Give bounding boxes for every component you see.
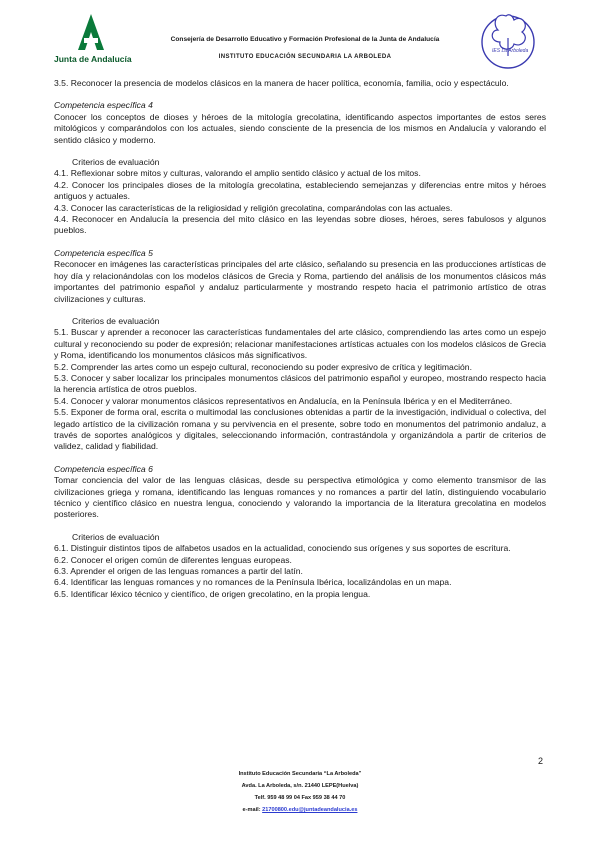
competencia-description: Tomar conciencia del valor de las lenguas clásicas, desde su perspectiva etimológica y como elemento transmisor de las civilizaciones griega y romana, identificando las lenguas romances y no romances a partir del latín, distinguiendo vocabulario técnico y científico clásico en nuestra lengua, conociendo y valorando la importancia de la literatura grecolatina en modelos posteriores. (54, 475, 546, 520)
competencia-title: Competencia específica 5 (54, 247, 153, 258)
criterion-item: 4.3. Conocer las características de la religiosidad y religión grecolatina, comparándolas con las actuales. (54, 202, 453, 213)
document-body (54, 78, 546, 600)
footer-school-name: Instituto Educación Secundaria “La Arboleda” (238, 771, 362, 777)
criterion-item: 5.3. Conocer y saber localizar los principales monumentos clásicos del patrimonio español y europeo, mostrando respecto hacia la herencia artística de otros pueblos. (54, 372, 546, 395)
header-consejeria: Consejería de Desarrollo Educativo y Formación Profesional de la Junta de Andalucía (170, 36, 440, 43)
school-seal-text: IES La Arboleda (492, 48, 529, 54)
footer-email-link[interactable]: 21700800.edu@juntadeandalucia.es (262, 807, 358, 813)
criterion-item: 4.1. Reflexionar sobre mitos y culturas, valorando el amplio sentido clásico y actual de los mitos. (54, 168, 421, 179)
footer-phone: Telf. 959 48 99 04 Fax 959 38 44 70 (254, 795, 346, 801)
criterion-item: 6.2. Conocer el origen común de diferentes lenguas europeas. (54, 554, 292, 565)
competencia-5 (54, 248, 546, 453)
competencia-description: Reconocer en imágenes las características principales del arte clásico, señalando su presencia en las producciones artísticas de hoy día y relacionándolas con los modelos clásicos de Grecia y Roma, partiendo del análisis de los monumentos clásicos más importantes del patrimonio español y andaluz particularmente y mostrando respeto hacia el patrimonio artístico de otras civilizaciones y culturas. (54, 259, 546, 304)
footer-address: Avda. La Arboleda, s/n. 21440 LEPE(Huelva) (241, 783, 359, 789)
criterion-item: 6.5. Identificar léxico técnico y científico, de origen grecolatino, en la propia lengua. (54, 588, 371, 599)
criterios-title: Criterios de evaluación (72, 315, 160, 326)
page-header (0, 0, 600, 78)
page-number: 2 (538, 756, 544, 766)
footer-email-line (0, 804, 600, 816)
criterion-item: 5.5. Exponer de forma oral, escrita o multimodal las conclusiones obtenidas a partir de la investigación, individual o colectiva, del legado artístico de la civilización romana y su pervivencia en el presente, sobre todo en monumentos del patrimonio andaluz, a través de soportes analógicos y digitales, seleccionando información, contrastándola y organizándola a partir de criterios de validez, calidad y fiabilidad. (54, 407, 546, 452)
competencia-description: Conocer los conceptos de dioses y héroes de la mitología grecolatina, identificando aspectos importantes de estos seres mitológicos y comparándolos con los actuales, siendo consciente de la presencia de los mismos en Andalucía y valorando el sentido clásico y moderno. (54, 111, 546, 145)
competencia-title: Competencia específica 4 (54, 100, 153, 111)
criterion-item: 4.2. Conocer los principales dioses de la mitología grecolatina, estableciendo semejanzas y diferencias entre mitos y héroes antiguos y actuales. (54, 179, 546, 202)
criterios-title: Criterios de evaluación (72, 157, 160, 168)
school-seal-icon (478, 8, 542, 74)
criterion-item: 6.4. Identificar las lenguas romances y no romances de la Península Ibérica, localizándolas en un mapa. (54, 577, 452, 588)
page-footer (0, 768, 600, 816)
junta-andalucia-emblem-icon (76, 12, 106, 52)
criterion-item: 6.3. Aprender el origen de las lenguas romances a partir del latín. (54, 566, 303, 577)
criterion-item: 5.2. Comprender las artes como un espejo cultural, reconociendo su poder expresivo de crítica y legitimación. (54, 361, 472, 372)
criterion-item: 5.1. Buscar y aprender a reconocer las características fundamentales del arte clásico, comprendiendo las artes como un espejo cultural y reconociendo su poder de expresión; relacionar manifestaciones artísticas actuales con los modelos clásicos de Grecia y Roma, identificando los monumentos clásicos más significativos. (54, 327, 546, 361)
criterion-item: 4.4. Reconocer en Andalucía la presencia del mito clásico en las leyendas sobre dioses, héroes, seres fabulosos y algunos pueblos. (54, 214, 546, 236)
competencia-4 (54, 100, 546, 236)
criterios-title: Criterios de evaluación (72, 531, 160, 542)
criterion-item: 6.1. Distinguir distintos tipos de alfabetos usados en la actualidad, conociendo sus orígenes y sus soportes de escritura. (54, 543, 511, 554)
competencia-6 (54, 464, 546, 600)
criterion-item: 5.4. Conocer y valorar monumentos clásicos representativos en Andalucía, en la Península Ibérica y en el Mediterráneo. (54, 395, 513, 406)
junta-andalucia-brand: Junta de Andalucía (54, 54, 132, 64)
junta-andalucia-logo (54, 12, 132, 64)
school-seal-logo (478, 8, 542, 74)
footer-email-label: e-mail: (242, 807, 263, 813)
header-instituto: INSTITUTO EDUCACIÓN SECUNDARIA LA ARBOLEDA (218, 54, 392, 60)
competencia-title: Competencia específica 6 (54, 463, 153, 474)
criterion-3-5: 3.5. Reconocer la presencia de modelos clásicos en la manera de hacer política, economía, familia, ocio y espectáculo. (54, 78, 509, 88)
